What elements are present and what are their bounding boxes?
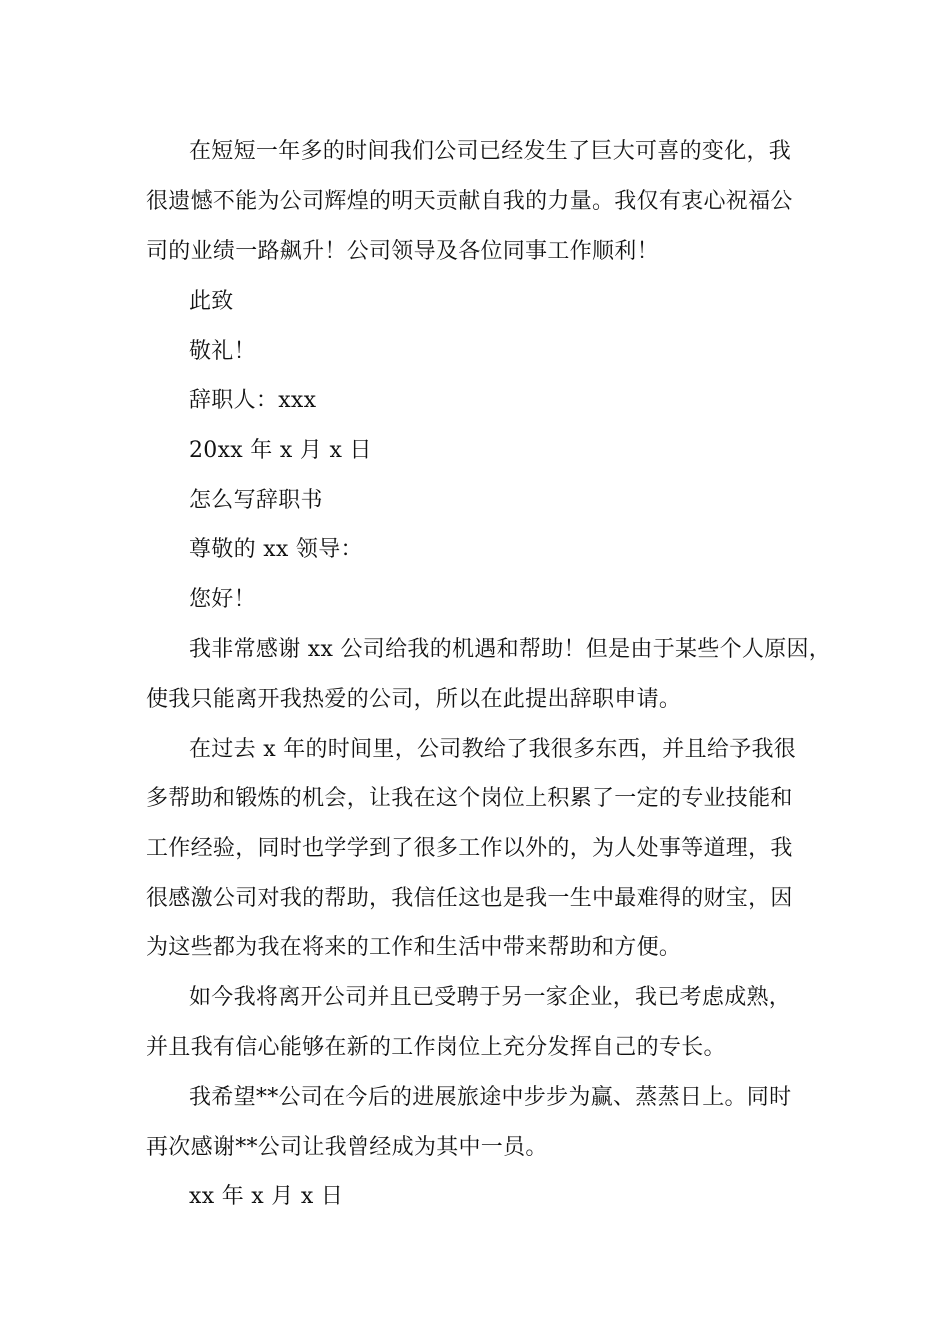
paragraph-thanks-line-1: 我非常感谢 xx 公司给我的机遇和帮助！但是由于某些个人原因， — [189, 637, 832, 662]
paragraph-wishes-line-1: 我希望**公司在今后的进展旅途中步步为赢、蒸蒸日上。同时 — [189, 1085, 792, 1110]
paragraph-thanks-line-2: 使我只能离开我热爱的公司，所以在此提出辞职申请。 — [146, 687, 682, 712]
signature-line: 辞职人：xxx — [189, 388, 317, 413]
paragraph-experience-line-1: 在过去 x 年的时间里，公司教给了我很多东西，并且给予我很 — [189, 737, 797, 762]
paragraph-experience-line-4: 很感激公司对我的帮助，我信任这也是我一生中最难得的财宝，因 — [146, 886, 793, 911]
closing-regards: 敬礼！ — [189, 339, 256, 364]
paragraph-experience-line-3: 工作经验，同时也学学到了很多工作以外的，为人处事等道理，我 — [146, 836, 793, 861]
letter-hello: 您好！ — [189, 587, 256, 612]
paragraph-farewell-line-2: 很遗憾不能为公司辉煌的明天贡献自我的力量。我仅有衷心祝福公 — [146, 189, 793, 214]
paragraph-farewell-line-3: 司的业绩一路飙升！公司领导及各位同事工作顺利！ — [146, 239, 659, 264]
paragraph-newjob-line-1: 如今我将离开公司并且已受聘于另一家企业，我已考虑成熟， — [189, 985, 792, 1010]
paragraph-farewell-line-1: 在短短一年多的时间我们公司已经发生了巨大可喜的变化，我 — [189, 139, 792, 164]
date-line: 20xx 年 x 月 x 日 — [189, 438, 372, 463]
paragraph-experience-line-5: 为这些都为我在将来的工作和生活中带来帮助和方便。 — [146, 935, 682, 960]
paragraph-wishes-line-2: 再次感谢**公司让我曾经成为其中一员。 — [146, 1135, 548, 1160]
paragraph-experience-line-2: 多帮助和锻炼的机会，让我在这个岗位上积累了一定的专业技能和 — [146, 786, 793, 811]
paragraph-newjob-line-2: 并且我有信心能够在新的工作岗位上充分发挥自己的专长。 — [146, 1035, 726, 1060]
final-date-line: xx 年 x 月 x 日 — [189, 1184, 344, 1209]
section-heading: 怎么写辞职书 — [189, 488, 323, 513]
letter-greeting: 尊敬的 xx 领导： — [189, 537, 363, 562]
closing-salutation: 此致 — [189, 289, 234, 314]
